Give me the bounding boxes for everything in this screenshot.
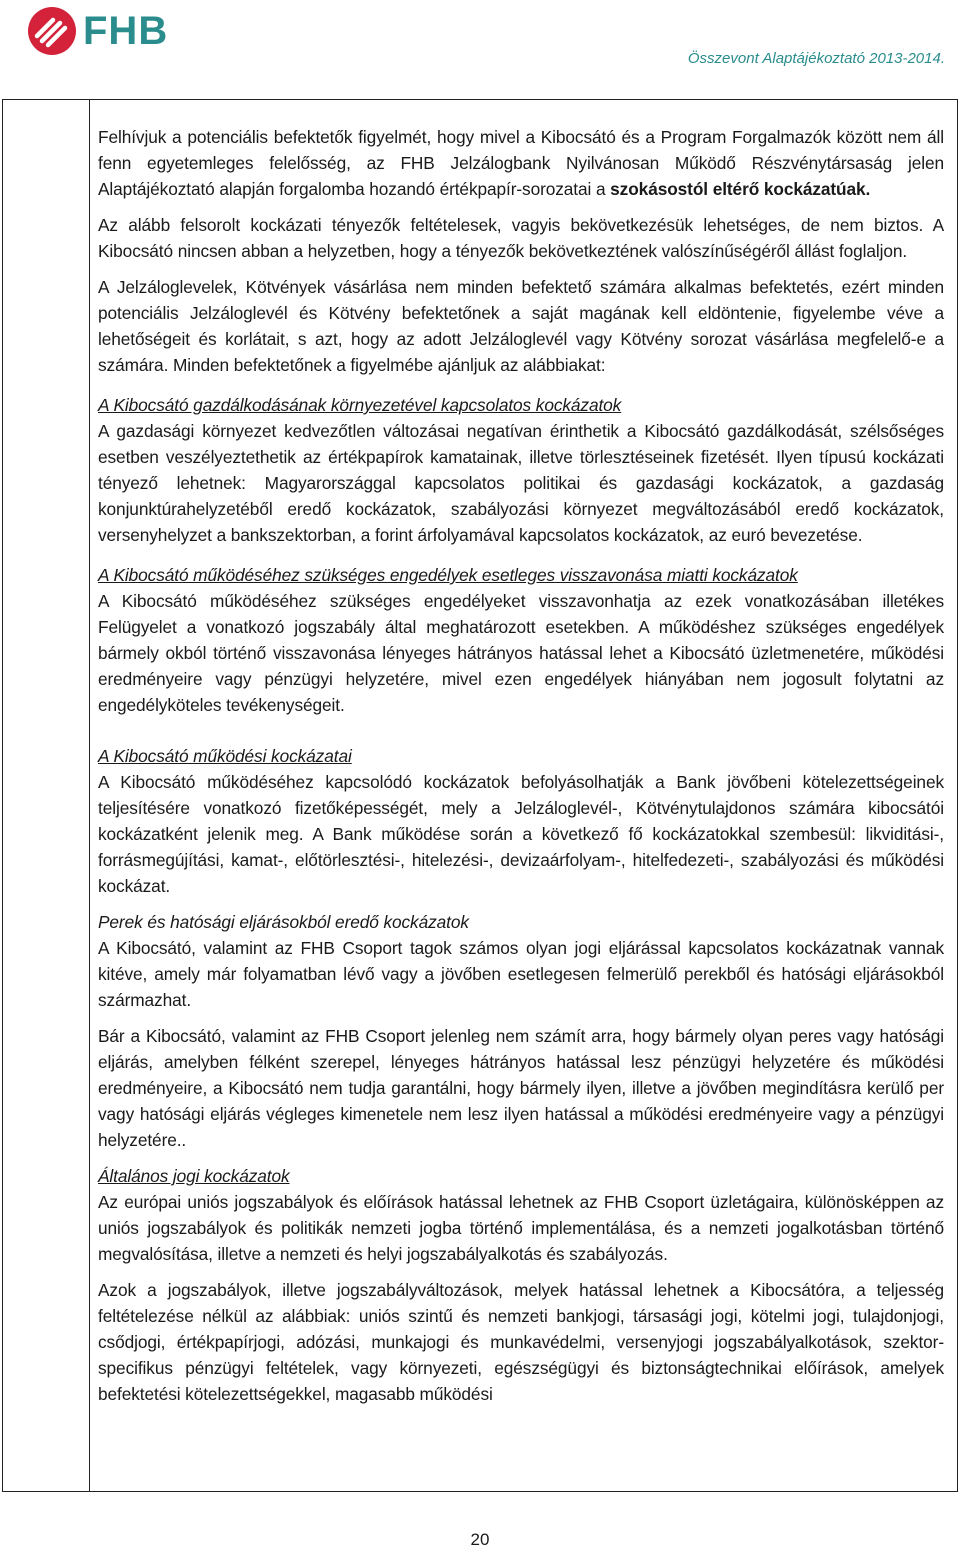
section-text-litigation-1: A Kibocsátó, valamint az FHB Csoport tagok számos olyan jogi eljárással kapcsolatos kockázatnak vannak kitéve, amely már folyamatban lévő vagy a jövőben esetlegesen felmerülő perekből és hatósági eljárásokból származhat. (98, 938, 944, 1010)
conditional-risk-paragraph: Az alább felsorolt kockázati tényezők feltételesek, vagyis bekövetkezésük lehetséges, de nem biztos. A Kibocsátó nincsen abban a helyzetben, hogy a tényezők bekövetkeztének valószínűségéről állást foglaljon. (98, 215, 944, 261)
section-text-legal-2: Azok a jogszabályok, illetve jogszabályváltozások, melyek hatással lehetnek a Kibocsátóra, a teljesség feltételezése nélkül az alábbiak: uniós szintű és nemzeti bankjogi, társasági jogi, kötelmi jogi, tulajdonjogi, csődjogi, értékpapírjogi, adózási, munkajogi és munkavédelmi, versenyjogi jogszabályalkotások, szektor-specifikus pénzügyi feltételek, vagy környezeti, egészségügyi és biztonságtechnikai előírások, amelyek befektetési kötelezettségekkel, magasabb működési (98, 1280, 944, 1404)
section-heading-economic-environment: A Kibocsátó gazdálkodásának környezetével kapcsolatos kockázatok (98, 395, 622, 415)
page-number: 20 (470, 1530, 490, 1549)
margin-divider (89, 100, 90, 1491)
section-text-litigation-2: Bár a Kibocsátó, valamint az FHB Csoport jelenleg nem számít arra, hogy bármely olyan peres vagy hatósági eljárás, amelyben félként szerepel, lényeges hátrányos hatással lesz pénzügyi helyzetére és működési eredményeire, a Kibocsátó nem tudja garantálni, hogy bármely ilyen, illetve a jövőben megindításra kerülő per vagy hatósági eljárás végleges kimenetele nem lesz ilyen hatással a működési eredményeire vagy a pénzügyi helyzetére.. (98, 1026, 944, 1150)
section-heading-licenses: A Kibocsátó működéséhez szükséges engedélyek esetleges visszavonása miatti kockázatok (98, 565, 798, 585)
risk-warning-bold: szokásostól eltérő kockázatúak. (610, 179, 871, 199)
suitability-paragraph: A Jelzáloglevelek, Kötvények vásárlása nem minden befektető számára alkalmas befektetés, ezért minden potenciális Jelzáloglevél és Kötvény befektetőnek a saját magának kell eldöntenie, figyelembe véve a lehetőségeit és korlátait, s azt, hogy az adott Jelzáloglevél vagy Kötvény sorozat vásárlása megfelelő-e a számára. Minden befektetőnek a figyelmébe ajánljuk az alábbiakat: (98, 277, 944, 375)
section-text-economic-environment: A gazdasági környezet kedvezőtlen változásai negatívan érinthetik a Kibocsátó gazdálkodását, szélsőséges esetben veszélyeztethetik az értékpapírok kamatainak, illetve törlesztéseinek fizetését. Ilyen típusú kockázati tényező lehetnek: Magyarországgal kapcsolatos politikai és gazdasági kockázatok, a gazdaság konjunktúrahelyzetéből eredő kockázatok, szabályozási környezet megváltozásából eredő kockázatok, versenyhelyzet a bankszektorban, a forint árfolyamával kapcsolatos kockázatok, az euró bevezetése. (98, 421, 944, 545)
section-heading-legal: Általános jogi kockázatok (98, 1166, 290, 1186)
intro-paragraph: Felhívjuk a potenciális befektetők figyelmét, hogy mivel a Kibocsátó és a Program Forgalmazók között nem áll fenn egyetemleges felelősség, az FHB Jelzálogbank Nyilvánosan Működő Részvénytársaság jelen Alaptájékoztató alapján forgalomba hozandó értékpapír-sorozatai a szokásostól eltérő kockázatúak. (98, 127, 944, 199)
logo-text: FHB (83, 9, 169, 53)
document-body (98, 124, 944, 1407)
document-title: Összevont Alaptájékoztató 2013-2014. (687, 50, 945, 67)
fhb-stripes-circle-icon (27, 6, 77, 56)
section-heading-operational: A Kibocsátó működési kockázatai (98, 746, 352, 766)
fhb-logo (27, 6, 168, 56)
section-text-operational: A Kibocsátó működéséhez kapcsolódó kockázatok befolyásolhatják a Bank jövőbeni kötelezettségeinek teljesítésére vonatkozó fizetőképességét, mely a Jelzáloglevél-, Kötvénytulajdonos számára kibocsátói kockázatként jelenik meg. A Bank működése során a következő fő kockázatokkal szembesül: likviditási-, forrásmegújítási, kamat-, előtörlesztési-, hitelezési-, devizaárfolyam-, hitelfedezeti-, szabályozási és működési kockázat. (98, 772, 944, 896)
section-text-licenses: A Kibocsátó működéséhez szükséges engedélyeket visszavonhatja az ezek vonatkozásában illetékes Felügyelet a vonatkozó jogszabály által meghatározott esetekben. A működéshez szükséges engedélyek bármely okból történő visszavonása lényeges hátrányos hatással lehet a Kibocsátó üzletmenetére, működési eredményeire vagy pénzügyi helyzetére, mivel ezen engedélyek hiányában nem jogosult folytatni az engedélyköteles tevékenységeit. (98, 591, 944, 715)
section-text-legal-1: Az európai uniós jogszabályok és előírások hatással lehetnek az FHB Csoport üzletágaira, különösképpen az uniós jogszabályok és politikák nemzeti jogba történő implementálása, és a nemzeti jogalkotásban történő megvalósítása, illetve a nemzeti és helyi jogszabályalkotás és szabályozás. (98, 1192, 944, 1264)
section-heading-litigation: Perek és hatósági eljárásokból eredő kockázatok (98, 912, 469, 932)
